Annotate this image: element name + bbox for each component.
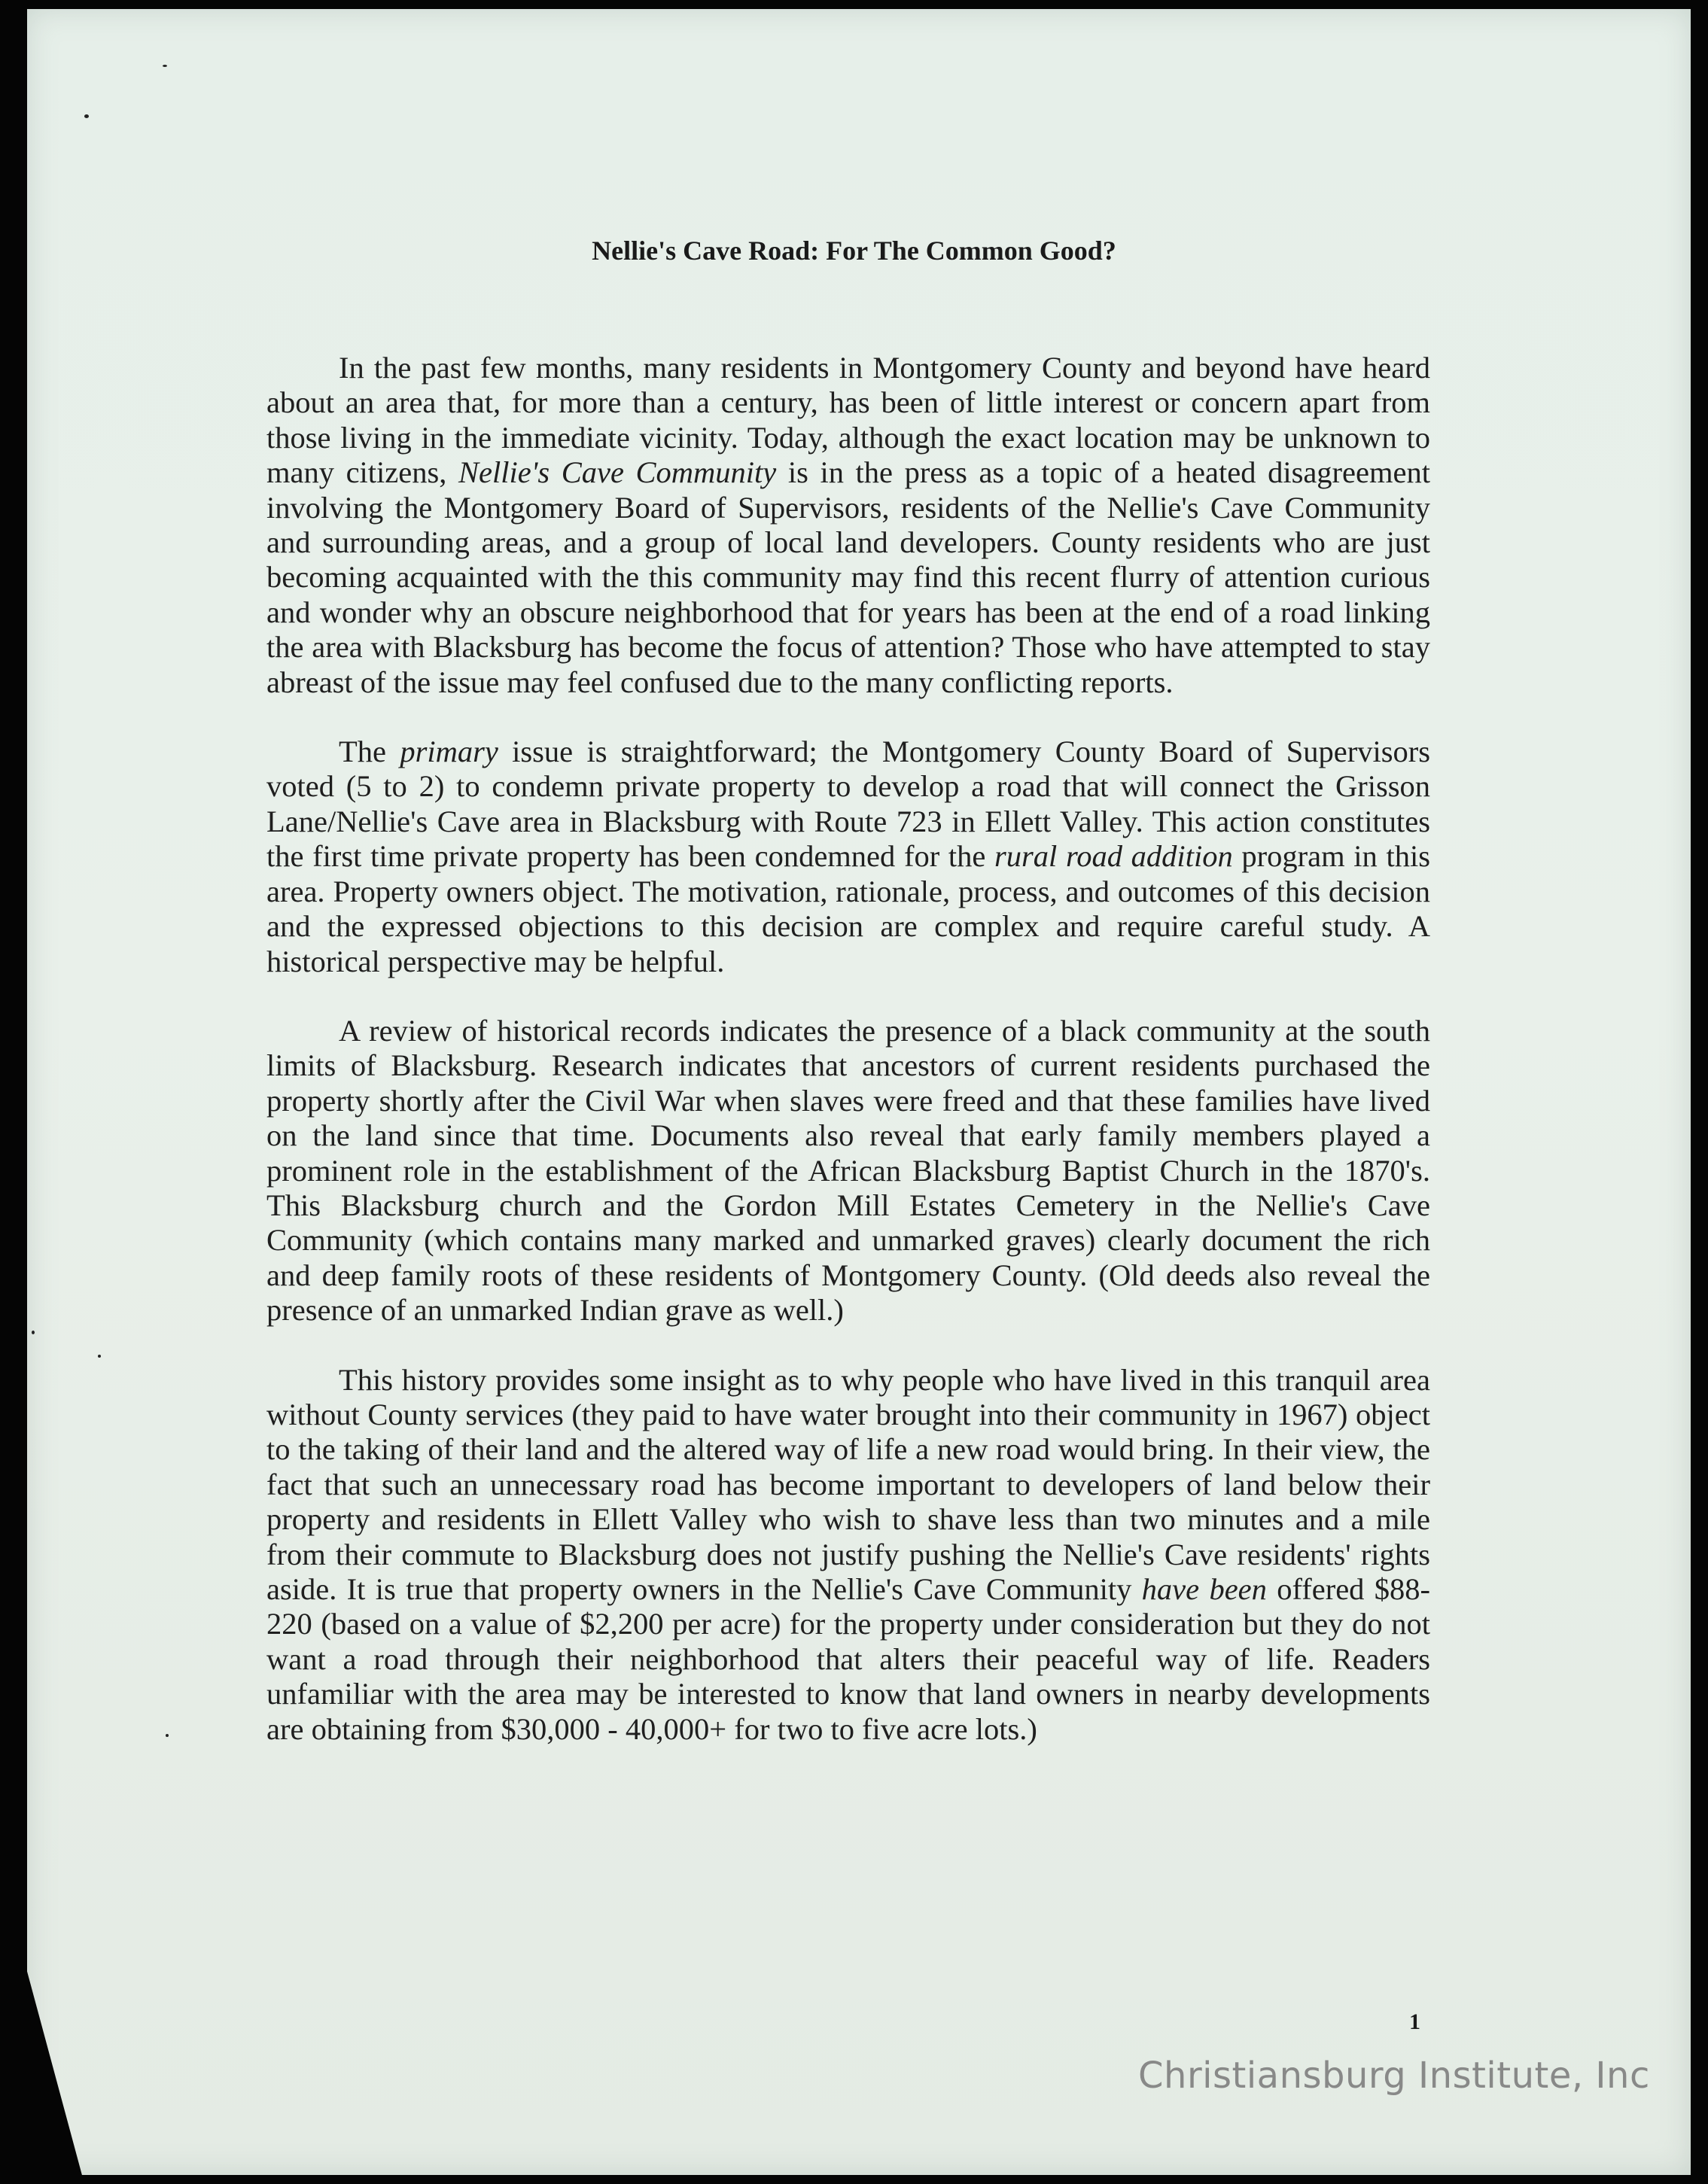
paragraph-4-text: offered $88-220 (based on a value of $2,200 per acre) for the property under consideration but they do not want a road through their neighborhood that alters their peaceful way of life. Readers unfamiliar with the area may be interested to know that land owners in nearby developments are obtaining from $30,000 - 40,000+ for two to five acre lots.) xyxy=(266,1572,1431,1746)
watermark: Christiansburg Institute, Inc xyxy=(1138,2055,1650,2097)
paragraph-2-text: The xyxy=(339,735,400,769)
document-title: Nellie's Cave Road: For The Common Good? xyxy=(592,236,1116,266)
paragraph-4-italic: have been xyxy=(1141,1572,1267,1606)
ink-speck xyxy=(84,114,89,118)
ink-speck xyxy=(166,1734,169,1737)
ink-speck xyxy=(163,65,167,67)
paragraph-2-text: issue is straightforward; the Montgomery County Board of Supervisors voted (5 to 2) to condemn private property to develop a road that will connect the Grisson Lane/Nellie's Cave area in Blacksburg with Route 723 in Ellett Valley. This action constitutes the first time private property has been condemned for the xyxy=(266,735,1430,874)
ink-speck xyxy=(32,1331,35,1334)
ink-speck xyxy=(98,1355,101,1358)
paragraph-2-text: program in this area. Property owners object. The motivation, rationale, process, and outcomes of this decision and the expressed objections to this decision are complex and require careful study. A historical perspective may be helpful. xyxy=(266,839,1430,978)
paragraph-1-text: In the past few months, many residents in Montgomery County and beyond have heard about an area that, for more than a century, has been of little interest or concern apart from those living in the immediate vicinity. Today, although the exact location may be unknown to many citizens, xyxy=(266,351,1430,490)
paragraph-1 xyxy=(266,351,1430,700)
paragraph-2-italic: primary xyxy=(400,735,498,769)
paragraph-2-italic: rural road addition xyxy=(994,839,1233,874)
paragraph-1-italic: Nellie's Cave Community xyxy=(458,455,777,490)
paragraph-1-text: is in the press as a topic of a heated disagreement involving the Montgomery Board of Supervisors, residents of the Nellie's Cave Community and surrounding areas, and a group of local land developers. County residents who are just becoming acquainted with the this community may find this recent flurry of attention curious and wonder why an obscure neighborhood that for years has been at the end of a road linking the area with Blacksburg has become the focus of attention? Those who have attempted to stay abreast of the issue may feel confused due to the many conflicting reports. xyxy=(266,455,1430,699)
paragraph-2 xyxy=(266,735,1430,979)
paragraph-4 xyxy=(266,1363,1430,1747)
paragraph-3-text: A review of historical records indicates the presence of a black community at the south limits of Blacksburg. Research indicates that ancestors of current residents purchased the property shortly after the Civil War when slaves were freed and that these families have lived on the land since that time. Documents also reveal that early family members played a prominent role in the establishment of the African Blacksburg Baptist Church in the 1870's. This Blacksburg church and the Gordon Mill Estates Cemetery in the Nellie's Cave Community (which contains many marked and unmarked graves) clearly document the rich and deep family roots of these residents of Montgomery County. (Old deeds also reveal the presence of an unmarked Indian grave as well.) xyxy=(266,1013,1430,1328)
paragraph-4-text: This history provides some insight as to why people who have lived in this tranquil area without County services (they paid to have water brought into their community in 1967) object to the taking of their land and the altered way of life a new road would bring. In their view, the fact that such an unnecessary road has become important to developers of land below their property and residents in Ellett Valley who wish to shave less than two minutes and a mile from their commute to Blacksburg does not justify pushing the Nellie's Cave residents' rights aside. It is true that property owners in the Nellie's Cave Community xyxy=(266,1362,1430,1606)
paragraph-3 xyxy=(266,1014,1430,1328)
page-number: 1 xyxy=(1409,2009,1420,2034)
document-body xyxy=(266,351,1430,1781)
